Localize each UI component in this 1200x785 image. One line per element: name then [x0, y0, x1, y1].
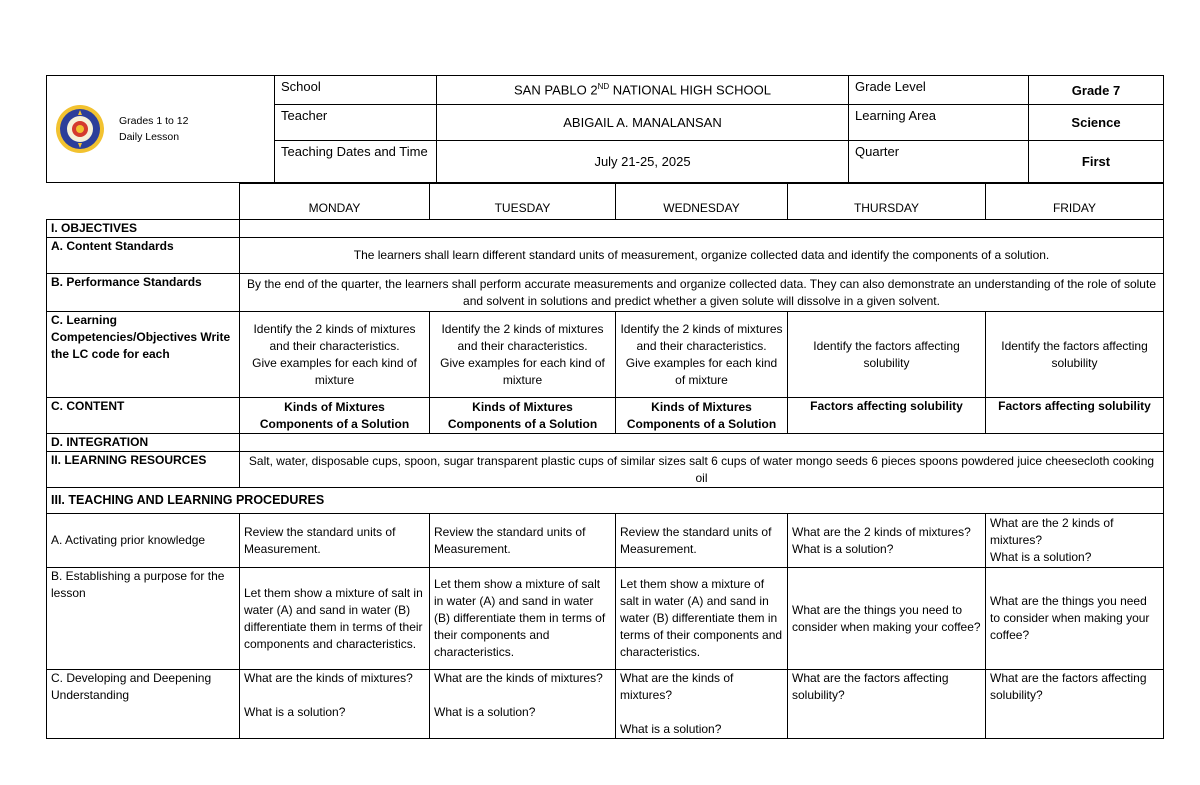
competency-wednesday: Identify the 2 kinds of mixtures and their characteristics. Give examples for each kind of mixture: [616, 312, 788, 398]
objectives-blank: [240, 220, 1164, 238]
day-friday: FRIDAY: [986, 184, 1164, 220]
teaching-dates-value: July 21-25, 2025: [437, 141, 849, 183]
grade-level-value: Grade 7: [1029, 76, 1164, 105]
day-tuesday: TUESDAY: [430, 184, 616, 220]
purpose-monday: Let them show a mixture of salt in water (A) and sand in water (B) differentiate them in terms of their components and characteristics.: [240, 568, 430, 670]
activating-thursday: What are the 2 kinds of mixtures? What is a solution?: [788, 514, 986, 568]
header-logo-cell: [47, 76, 275, 183]
doc-type-line2: Daily Lesson: [119, 131, 180, 143]
learning-area-value: Science: [1029, 105, 1164, 141]
competency-thursday: Identify the factors affecting solubility: [788, 312, 986, 398]
day-thursday: THURSDAY: [788, 184, 986, 220]
content-label: C. CONTENT: [47, 398, 240, 434]
content-friday: Factors affecting solubility: [986, 398, 1164, 434]
deped-seal-icon: [55, 104, 105, 154]
performance-standards-label: B. Performance Standards: [47, 274, 240, 312]
activating-label: A. Activating prior knowledge: [47, 514, 240, 568]
content-standards-text: The learners shall learn different standard units of measurement, organize collected data and identify the components of a solution.: [240, 238, 1164, 274]
content-wednesday: Kinds of Mixtures Components of a Solution: [616, 398, 788, 434]
developing-thursday: What are the factors affecting solubility?: [788, 670, 986, 739]
performance-standards-text: By the end of the quarter, the learners shall perform accurate measurements and organize collected data. They can also demonstrate an understanding of the role of solute and solvent in solutions and predict whether a given solute will dissolve in a given solvent.: [240, 274, 1164, 312]
content-standards-label: A. Content Standards: [47, 238, 240, 274]
objectives-heading: I. OBJECTIVES: [47, 220, 240, 238]
competencies-label: C. Learning Competencies/Objectives Write the LC code for each: [47, 312, 240, 398]
day-monday: MONDAY: [240, 184, 430, 220]
competency-monday: Identify the 2 kinds of mixtures and their characteristics. Give examples for each kind of mixture: [240, 312, 430, 398]
competency-friday: Identify the factors affecting solubility: [986, 312, 1164, 398]
purpose-wednesday: Let them show a mixture of salt in water (A) and sand in water (B) differentiate them in terms of their components and characteristics.: [616, 568, 788, 670]
developing-monday: What are the kinds of mixtures? What is a solution?: [240, 670, 430, 739]
purpose-thursday: What are the things you need to consider when making your coffee?: [788, 568, 986, 670]
content-tuesday: Kinds of Mixtures Components of a Solution: [430, 398, 616, 434]
teacher-label: Teacher: [275, 105, 437, 141]
activating-monday: Review the standard units of Measurement.: [240, 514, 430, 568]
integration-blank: [240, 434, 1164, 452]
developing-tuesday: What are the kinds of mixtures? What is a solution?: [430, 670, 616, 739]
learning-area-label: Learning Area: [849, 105, 1029, 141]
doc-type-line1: Grades 1 to 12: [119, 115, 189, 127]
activating-wednesday: Review the standard units of Measurement.: [616, 514, 788, 568]
school-label: School: [275, 76, 437, 105]
teaching-dates-label: Teaching Dates and Time: [275, 141, 437, 183]
header-table: [46, 75, 1164, 183]
quarter-value: First: [1029, 141, 1164, 183]
developing-label: C. Developing and Deepening Understanding: [47, 670, 240, 739]
procedures-heading: III. TEACHING AND LEARNING PROCEDURES: [47, 488, 1164, 514]
lesson-grid: [46, 183, 1164, 739]
corner-blank: [47, 184, 240, 220]
purpose-tuesday: Let them show a mixture of salt in water (A) and sand in water (B) differentiate them in terms of their components and characteristics.: [430, 568, 616, 670]
teacher-value: ABIGAIL A. MANALANSAN: [437, 105, 849, 141]
grade-level-label: Grade Level: [849, 76, 1029, 105]
school-name: SAN PABLO 2ND NATIONAL HIGH SCHOOL: [437, 76, 849, 105]
purpose-label: B. Establishing a purpose for the lesson: [47, 568, 240, 670]
day-wednesday: WEDNESDAY: [616, 184, 788, 220]
resources-text: Salt, water, disposable cups, spoon, sugar transparent plastic cups of similar sizes salt 6 cups of water mongo seeds 6 pieces spoons powdered juice cheesecloth cooking oil: [240, 452, 1164, 488]
activating-friday: What are the 2 kinds of mixtures? What is a solution?: [986, 514, 1164, 568]
quarter-label: Quarter: [849, 141, 1029, 183]
integration-label: D. INTEGRATION: [47, 434, 240, 452]
purpose-friday: What are the things you need to consider when making your coffee?: [986, 568, 1164, 670]
activating-tuesday: Review the standard units of Measurement.: [430, 514, 616, 568]
developing-wednesday: What are the kinds of mixtures? What is a solution?: [616, 670, 788, 739]
content-thursday: Factors affecting solubility: [788, 398, 986, 434]
content-monday: Kinds of Mixtures Components of a Solution: [240, 398, 430, 434]
developing-friday: What are the factors affecting solubility?: [986, 670, 1164, 739]
resources-label: II. LEARNING RESOURCES: [47, 452, 240, 488]
competency-tuesday: Identify the 2 kinds of mixtures and their characteristics. Give examples for each kind of mixture: [430, 312, 616, 398]
